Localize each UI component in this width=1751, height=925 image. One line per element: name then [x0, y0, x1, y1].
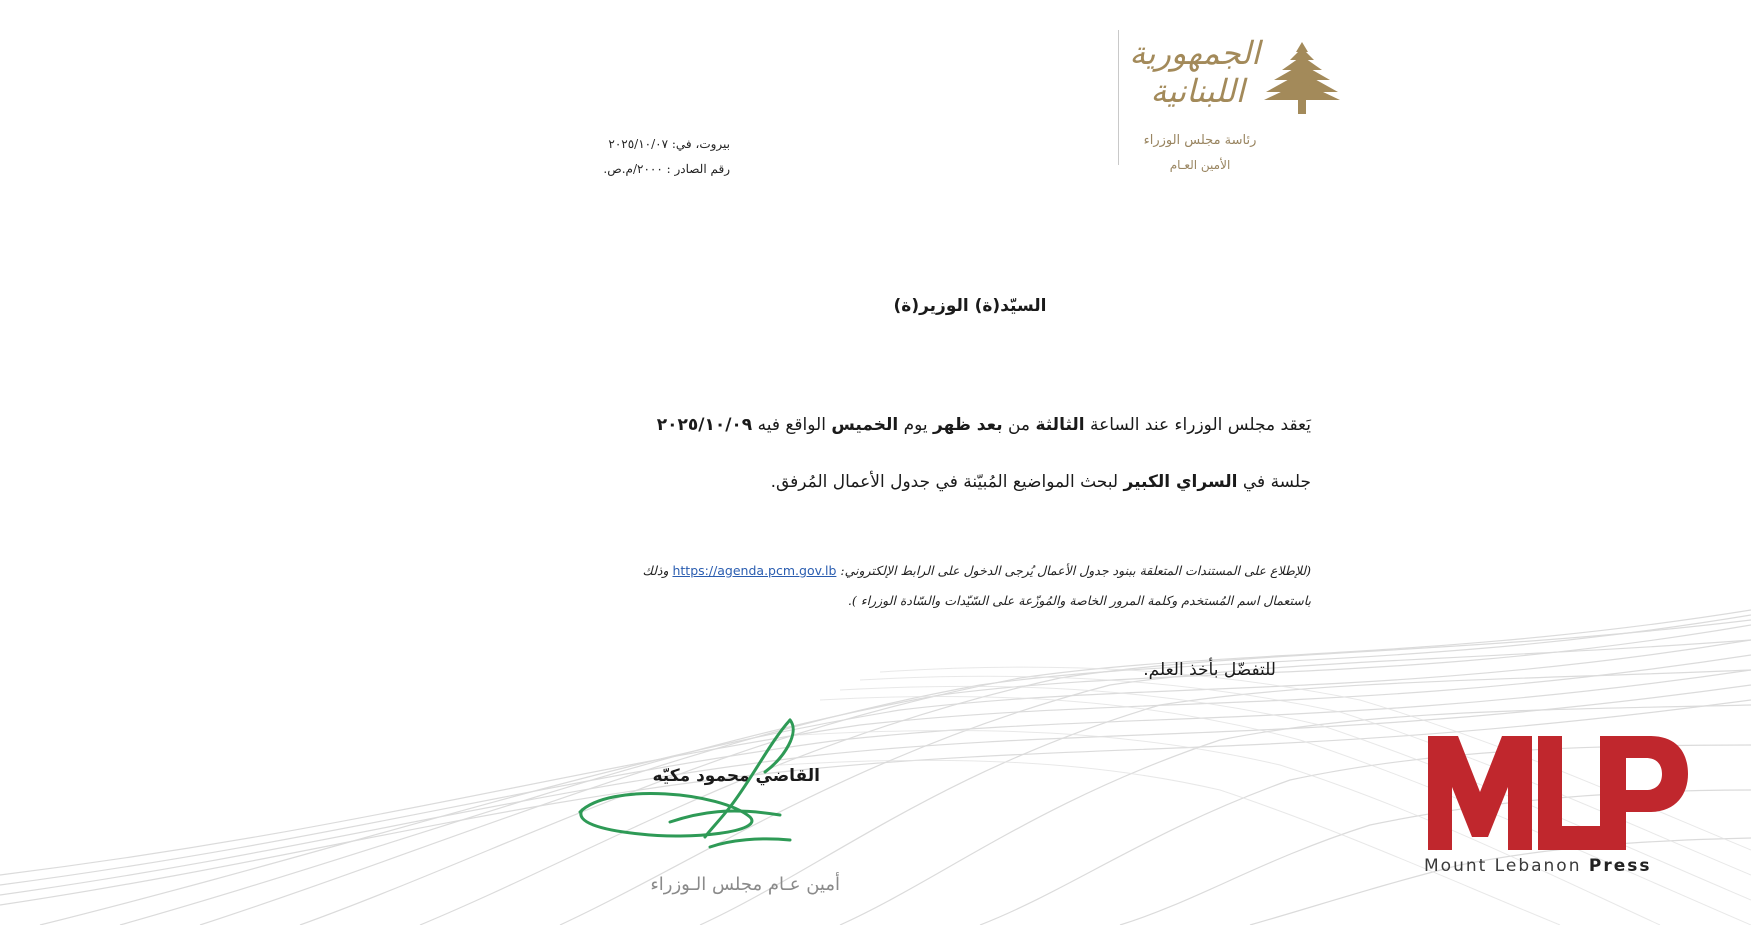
closing-line: للتفضّل بأخذ العلم.	[1143, 660, 1276, 680]
signer-name: القاضي محمود مكيّه	[652, 766, 820, 786]
emphasis: الثالثة	[1035, 415, 1085, 435]
text: وذلك	[642, 563, 673, 578]
mlp-caption	[1424, 856, 1684, 876]
body-line-2	[591, 472, 1311, 492]
republic-title: الجمهورية اللبنانية	[1129, 34, 1260, 110]
venue: السراي الكبير	[1123, 472, 1238, 492]
text: الواقع فيه	[752, 415, 832, 435]
mlp-logo	[1420, 732, 1690, 852]
note-line-2: باستعمال اسم المُستخدم وكلمة المرور الخاصة والمُوزّعة على السّيّدات والسّادة الوزراء ).	[847, 593, 1311, 608]
salutation: السيّد(ة) الوزير(ة)	[893, 296, 1047, 316]
handwritten-signature	[570, 712, 830, 862]
body-line-1	[591, 415, 1311, 435]
cedar-icon	[1262, 40, 1342, 116]
meeting-date: ٢٠٢٥/١٠/٠٩	[656, 415, 753, 435]
text: لبحث المواضيع المُبيّنة في جدول الأعمال المُرفق.	[770, 472, 1124, 492]
text: (للإطلاع على المستندات المتعلقة ببنود جدول الأعمال يُرجى الدخول على الرابط الإلكتروني:	[836, 563, 1311, 578]
text: يَعقد مجلس الوزراء عند الساعة	[1084, 415, 1311, 435]
caption-regular: Mount Lebanon	[1424, 856, 1589, 876]
text: يوم	[898, 415, 934, 435]
signer-title: أمين عـام مجلس الـوزراء	[650, 874, 840, 895]
note-line-1	[571, 563, 1311, 578]
presidency-label: رئاسة مجلس الوزراء	[1143, 133, 1257, 148]
agenda-link[interactable]: https://agenda.pcm.gov.lb	[672, 563, 837, 578]
reference-number: رقم الصادر : ٢٠٠٠/م.ص.	[603, 162, 730, 176]
emphasis: بعد ظهر	[933, 415, 1003, 435]
secretary-general-label: الأمين العـام	[1169, 158, 1231, 172]
emphasis: الخميس	[831, 415, 899, 435]
header-divider	[1118, 30, 1119, 165]
text: جلسة في	[1237, 472, 1311, 492]
caption-bold: Press	[1588, 856, 1652, 876]
text: من	[1002, 415, 1036, 435]
date-line: بيروت، في: ٢٠٢٥/١٠/٠٧	[608, 137, 730, 151]
